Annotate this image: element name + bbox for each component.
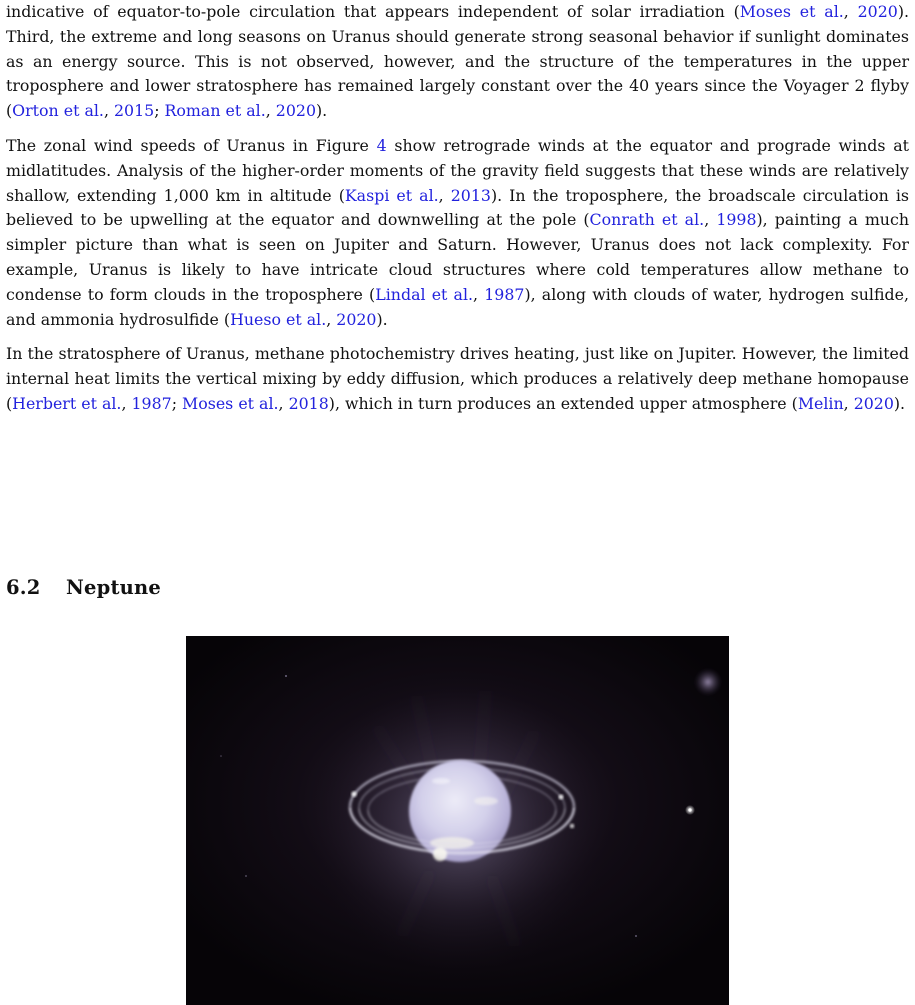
paragraph-text: , bbox=[473, 284, 485, 304]
paragraph-text: ), painting a much simpler picture than what is seen on Jupiter and Saturn. However, Uranus does not lack complexity. For example, Uranus is likely to have intricate cloud structures where cold temperatures allow methane to condense to form clouds in the troposphere ( bbox=[6, 210, 910, 304]
paragraph-text: , bbox=[326, 309, 337, 329]
citation-link[interactable]: 2013 bbox=[450, 185, 491, 205]
citation-link[interactable]: 2020 bbox=[336, 309, 377, 329]
paragraph-2 bbox=[6, 134, 909, 332]
citation-link[interactable]: Kaspi et al. bbox=[344, 185, 439, 205]
neptune-image bbox=[186, 636, 729, 1005]
citation-link[interactable]: Orton et al. bbox=[12, 101, 104, 121]
citation-link[interactable]: Herbert et al. bbox=[12, 393, 122, 413]
citation-link[interactable]: 4 bbox=[376, 135, 387, 155]
citation-link[interactable]: 2018 bbox=[288, 393, 329, 413]
paragraph-text: ). Third, the extreme and long seasons on Uranus should generate strong seasonal behavior if sunlight dominates as an energy source. This is not observed, however, and the structure of the temperatures in the upper troposphere and lower stratosphere has remained largely constant over the 40 years since the Voyager 2 flyby ( bbox=[6, 2, 909, 121]
citation-link[interactable]: 2020 bbox=[857, 2, 898, 21]
paragraph-text: ). In the troposphere, the broadscale circulation is believed to be upwelling at the equator and downwelling at the pole ( bbox=[6, 185, 909, 230]
paragraph-text: , bbox=[843, 2, 858, 21]
citation-link[interactable]: 1987 bbox=[484, 284, 525, 304]
paragraph-3 bbox=[6, 342, 909, 416]
citation-link[interactable]: 2020 bbox=[853, 393, 894, 413]
paragraph-text: , bbox=[265, 101, 276, 121]
citation-link[interactable]: 2015 bbox=[113, 101, 155, 121]
section-title: Neptune bbox=[66, 576, 162, 599]
paragraph-text: , bbox=[843, 393, 854, 413]
paragraph-text: ), which in turn produces an extended upper atmosphere ( bbox=[328, 393, 798, 413]
citation-link[interactable]: Hueso et al. bbox=[230, 309, 327, 329]
paragraph-text: ), along with clouds of water, hydrogen sulfide, and ammonia hydrosulfide ( bbox=[6, 284, 909, 329]
section-number: 6.2 bbox=[6, 576, 41, 599]
paragraph-text: ). bbox=[893, 393, 906, 413]
paragraph-text: indicative of equator-to-pole circulation that appears independent of solar irradiation ( bbox=[6, 2, 740, 21]
paragraph-text: , bbox=[103, 101, 114, 121]
paragraph-text: The zonal wind speeds of Uranus in Figure bbox=[6, 135, 377, 155]
paragraph-text: show retrograde winds at the equator and prograde winds at midlatitudes. Analysis of the higher-order moments of the gravity field suggests that these winds are relatively shallow, extending 1,000 km in altitude ( bbox=[6, 135, 909, 205]
paragraph-text: , bbox=[704, 210, 717, 230]
paragraph-text: ). bbox=[376, 309, 388, 329]
citation-link[interactable]: 1998 bbox=[716, 210, 757, 230]
paragraph-text: , bbox=[438, 185, 451, 205]
paragraph-1 bbox=[6, 0, 909, 124]
paragraph-text: , bbox=[121, 393, 132, 413]
paragraph-text: ; bbox=[171, 393, 183, 413]
citation-link[interactable]: Conrath et al. bbox=[589, 210, 705, 230]
citation-link[interactable]: 1987 bbox=[131, 393, 172, 413]
citation-link[interactable]: Lindal et al. bbox=[375, 284, 474, 304]
section-heading bbox=[6, 576, 161, 599]
citation-link[interactable]: Melin bbox=[797, 393, 844, 413]
page-body bbox=[6, 0, 909, 417]
citation-link[interactable]: Moses et al. bbox=[739, 2, 844, 21]
paragraph-text: ). bbox=[316, 101, 328, 121]
citation-link[interactable]: 2020 bbox=[275, 101, 316, 121]
citation-link[interactable]: Roman et al. bbox=[164, 101, 266, 121]
neptune-figure bbox=[186, 636, 729, 1005]
paragraph-text: , bbox=[278, 393, 289, 413]
paragraph-text: ; bbox=[154, 101, 165, 121]
citation-link[interactable]: Moses et al. bbox=[182, 393, 279, 413]
paragraph-text: In the stratosphere of Uranus, methane photochemistry drives heating, just like on Jupiter. However, the limited internal heat limits the vertical mixing by eddy diffusion, which produces a relatively deep methane homopause ( bbox=[6, 344, 909, 413]
